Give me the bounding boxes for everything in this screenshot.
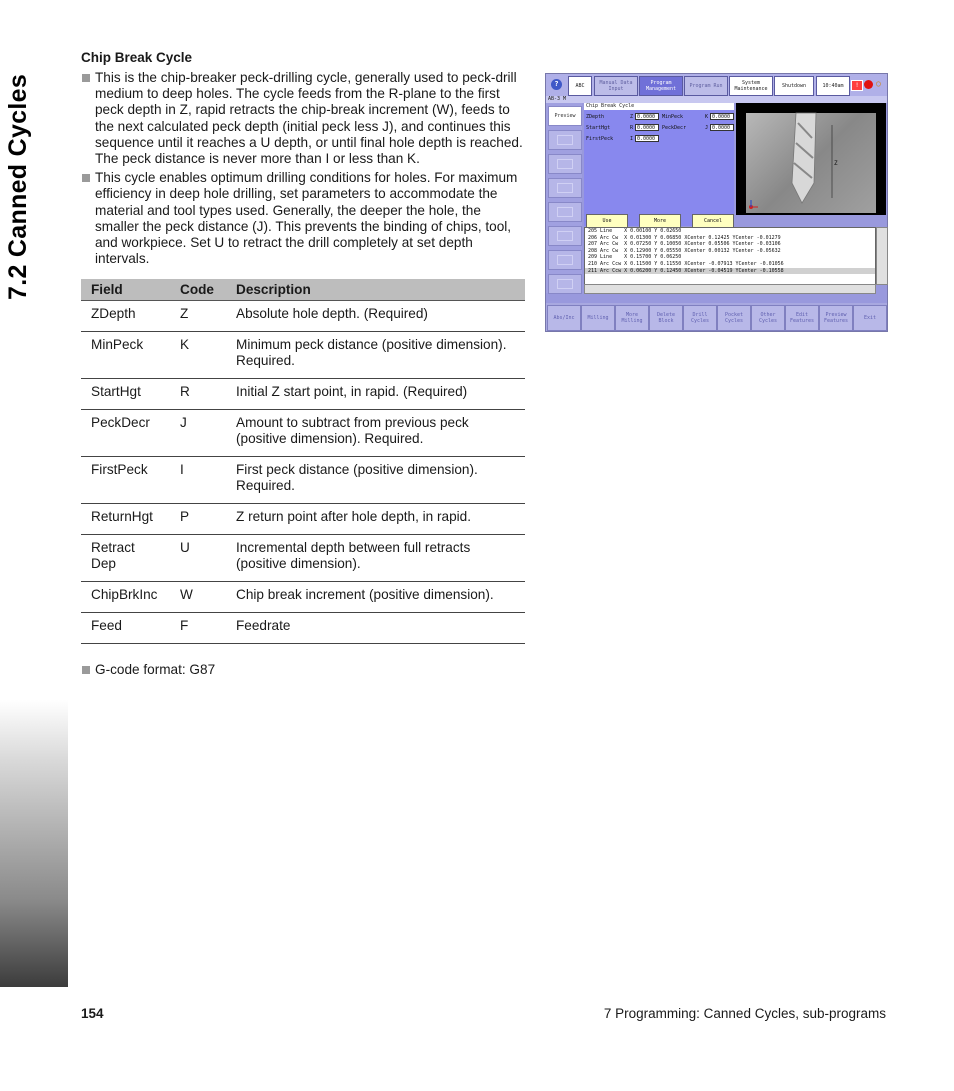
firstpeck-input[interactable]: 0.0000: [635, 135, 659, 142]
cell-description: Minimum peck distance (positive dimension). Required.: [226, 332, 525, 379]
header-code: Code: [170, 279, 226, 301]
softkey-preview-features[interactable]: Preview Features: [819, 305, 853, 331]
program-code-list[interactable]: [584, 227, 876, 285]
preview-button[interactable]: Preview: [548, 106, 582, 126]
form-title: Chip Break Cycle: [584, 103, 734, 110]
tool-preview-pane: [736, 103, 886, 215]
clock-display: 10:40am: [816, 76, 850, 96]
tool-button-4[interactable]: [548, 202, 582, 222]
program-run-button[interactable]: Program Run: [684, 76, 728, 96]
minpeck-code: K: [705, 114, 709, 120]
cell-description: Initial Z start point, in rapid. (Required): [226, 379, 525, 410]
code-line-selected[interactable]: 211 Arc Ccw X 0.06200 Y 0.12450 XCenter -0.04519 YCenter -0.10558: [585, 268, 875, 275]
table-row: [81, 535, 525, 582]
table-row: [81, 457, 525, 504]
table-header-row: [81, 279, 525, 301]
code-line[interactable]: 205 Line X 0.00100 Y 0.02650: [588, 228, 682, 234]
left-tool-column: [546, 103, 582, 293]
status-line: AB-3 M: [546, 96, 887, 103]
softkey-pocket-cycles[interactable]: Pocket Cycles: [717, 305, 751, 331]
header-description: Description: [226, 279, 525, 301]
gcode-note-text: G-code format: G87: [95, 662, 216, 678]
cell-field: StartHgt: [81, 379, 170, 410]
table-row: [81, 379, 525, 410]
zdepth-label: ZDepth: [586, 114, 605, 120]
bullet-square-icon: [82, 174, 90, 182]
tool-glyph-icon: [557, 135, 573, 145]
cell-code: P: [170, 504, 226, 535]
code-line[interactable]: 207 Arc Cw X 0.07250 Y 0.10050 XCenter 0.05506 YCenter -0.03106: [588, 241, 781, 248]
bullet-text: This cycle enables optimum drilling conditions for holes. For maximum efficiency in deep hole drilling, set parameters to accommodate the material and tool types used. Generally, the deeper the hole, the smaller the peck distance (J). This prevents the binding of chips, tool, and workpiece. Set U to retract the drill completely at set depth intervals.: [95, 170, 518, 267]
bullet-text: This is the chip-breaker peck-drilling cycle, generally used to peck-drill medium to deep holes. The cycle feeds from the R-plane to the first peck depth in Z, rapid retracts the chip-break increment (W), feeds to the next calculated peck depth (initial peck less J), and continues this sequence until it reaches a U depth, or until final hole depth is reached. The peck distance is never more than I or less than K.: [95, 70, 523, 167]
cell-field: MinPeck: [81, 332, 170, 379]
shutdown-button[interactable]: Shutdown: [774, 76, 814, 96]
bullet-paragraph-2: [81, 170, 526, 267]
code-line[interactable]: 210 Arc Ccw X 0.11500 Y 0.11550 XCenter -0.07913 YCenter -0.01056: [588, 260, 784, 267]
cell-description: Z return point after hole depth, in rapid.: [226, 504, 525, 535]
zdepth-code: Z: [630, 114, 634, 120]
firstpeck-label: FirstPeck: [586, 136, 614, 142]
tool-glyph-icon: [557, 207, 573, 217]
code-line[interactable]: 208 Arc Cw X 0.12900 Y 0.05550 XCenter 0.00132 YCenter -0.05632: [588, 247, 781, 254]
use-button[interactable]: Use: [586, 214, 628, 228]
bullet-square-icon: [82, 666, 90, 674]
cell-code: K: [170, 332, 226, 379]
starthgt-code: R: [630, 125, 634, 131]
cell-field: ReturnHgt: [81, 504, 170, 535]
table-row: [81, 301, 525, 332]
section-heading: Chip Break Cycle: [81, 50, 193, 65]
cell-code: U: [170, 535, 226, 582]
tool-glyph-icon: [557, 231, 573, 241]
cell-description: Amount to subtract from previous peck (positive dimension). Required.: [226, 410, 525, 457]
tool-button-5[interactable]: [548, 226, 582, 246]
table-row: [81, 582, 525, 613]
tool-button-7[interactable]: [548, 274, 582, 294]
cell-description: Chip break increment (positive dimension).: [226, 582, 525, 613]
cycle-form: [584, 110, 734, 226]
more-button[interactable]: More: [639, 214, 681, 228]
horizontal-scrollbar[interactable]: [584, 284, 876, 294]
preview-axis-label: Z: [834, 160, 838, 167]
bullet-square-icon: [82, 74, 90, 82]
tool-button-2[interactable]: [548, 154, 582, 174]
cell-field: Feed: [81, 613, 170, 644]
bullet-paragraph-1: [81, 70, 526, 167]
starthgt-input[interactable]: 0.0000: [635, 124, 659, 131]
minpeck-label: MinPeck: [662, 114, 684, 120]
cell-code: Z: [170, 301, 226, 332]
chapter-footer: 7 Programming: Canned Cycles, sub-programs: [603, 1006, 886, 1021]
softkey-other-cycles[interactable]: Other Cycles: [751, 305, 785, 331]
table-row: [81, 410, 525, 457]
page-number: 154: [81, 1006, 104, 1021]
softkey-edit-features[interactable]: Edit Features: [785, 305, 819, 331]
cell-field: ChipBrkInc: [81, 582, 170, 613]
section-tab-title: 7.2 Canned Cycles: [4, 73, 32, 300]
top-toolbar: [546, 74, 887, 96]
header-field: Field: [81, 279, 170, 301]
bottom-softkeys: [546, 303, 887, 331]
cell-description: Absolute hole depth. (Required): [226, 301, 525, 332]
minpeck-input[interactable]: 0.0000: [710, 113, 734, 120]
manual-data-input-button[interactable]: Manual Data Input: [594, 76, 638, 96]
peckdecr-input[interactable]: 0.0000: [710, 124, 734, 131]
vertical-scrollbar[interactable]: [876, 227, 888, 285]
main-content: [81, 50, 526, 682]
tool-button-3[interactable]: [548, 178, 582, 198]
softkey-milling[interactable]: Milling: [581, 305, 615, 331]
parameter-table: [81, 279, 525, 644]
cancel-button[interactable]: Cancel: [692, 214, 734, 228]
cell-field: ZDepth: [81, 301, 170, 332]
cell-code: F: [170, 613, 226, 644]
tool-glyph-icon: [557, 183, 573, 193]
code-line[interactable]: 206 Arc Cw X 0.01300 Y 0.06850 XCenter 0.12425 YCenter -0.01279: [588, 234, 781, 241]
drill-bit-illustration: [736, 103, 886, 215]
gcode-note: [81, 662, 526, 678]
abc-button[interactable]: ABC: [568, 76, 592, 96]
emergency-stop-icon: [864, 80, 873, 89]
cell-code: J: [170, 410, 226, 457]
code-line[interactable]: 209 Line X 0.15700 Y 0.06250: [588, 254, 682, 261]
cell-description: First peck distance (positive dimension). Required.: [226, 457, 525, 504]
cell-field: Retract Dep: [81, 535, 170, 582]
peckdecr-code: J: [705, 125, 709, 131]
cell-field: FirstPeck: [81, 457, 170, 504]
softkey-delete-block[interactable]: Delete Block: [649, 305, 683, 331]
softkey-more-milling[interactable]: More Milling: [615, 305, 649, 331]
firstpeck-code: I: [630, 136, 634, 142]
cell-field: PeckDecr: [81, 410, 170, 457]
tool-button-1[interactable]: [548, 130, 582, 150]
softkey-abs-inc[interactable]: Abs/Inc: [547, 305, 581, 331]
peckdecr-label: PeckDecr: [662, 125, 687, 131]
cell-code: R: [170, 379, 226, 410]
tool-glyph-icon: [557, 255, 573, 265]
tool-glyph-icon: [557, 279, 573, 289]
table-row: [81, 504, 525, 535]
softkey-exit[interactable]: Exit: [853, 305, 887, 331]
system-maintenance-button[interactable]: System Maintenance: [729, 76, 773, 96]
table-row: [81, 613, 525, 644]
help-icon[interactable]: ?: [551, 79, 562, 90]
softkey-drill-cycles[interactable]: Drill Cycles: [683, 305, 717, 331]
cell-code: W: [170, 582, 226, 613]
table-row: [81, 332, 525, 379]
tool-button-6[interactable]: [548, 250, 582, 270]
starthgt-label: StartHgt: [586, 125, 611, 131]
cell-code: I: [170, 457, 226, 504]
cell-description: Feedrate: [226, 613, 525, 644]
cell-description: Incremental depth between full retracts (positive dimension).: [226, 535, 525, 582]
zdepth-input[interactable]: 0.0000: [635, 113, 659, 120]
warning-icon: !: [851, 80, 863, 91]
program-management-button[interactable]: Program Management: [639, 76, 683, 96]
tool-glyph-icon: [557, 159, 573, 169]
dro-screenshot: [545, 73, 888, 332]
lock-icon[interactable]: ○: [876, 79, 881, 88]
